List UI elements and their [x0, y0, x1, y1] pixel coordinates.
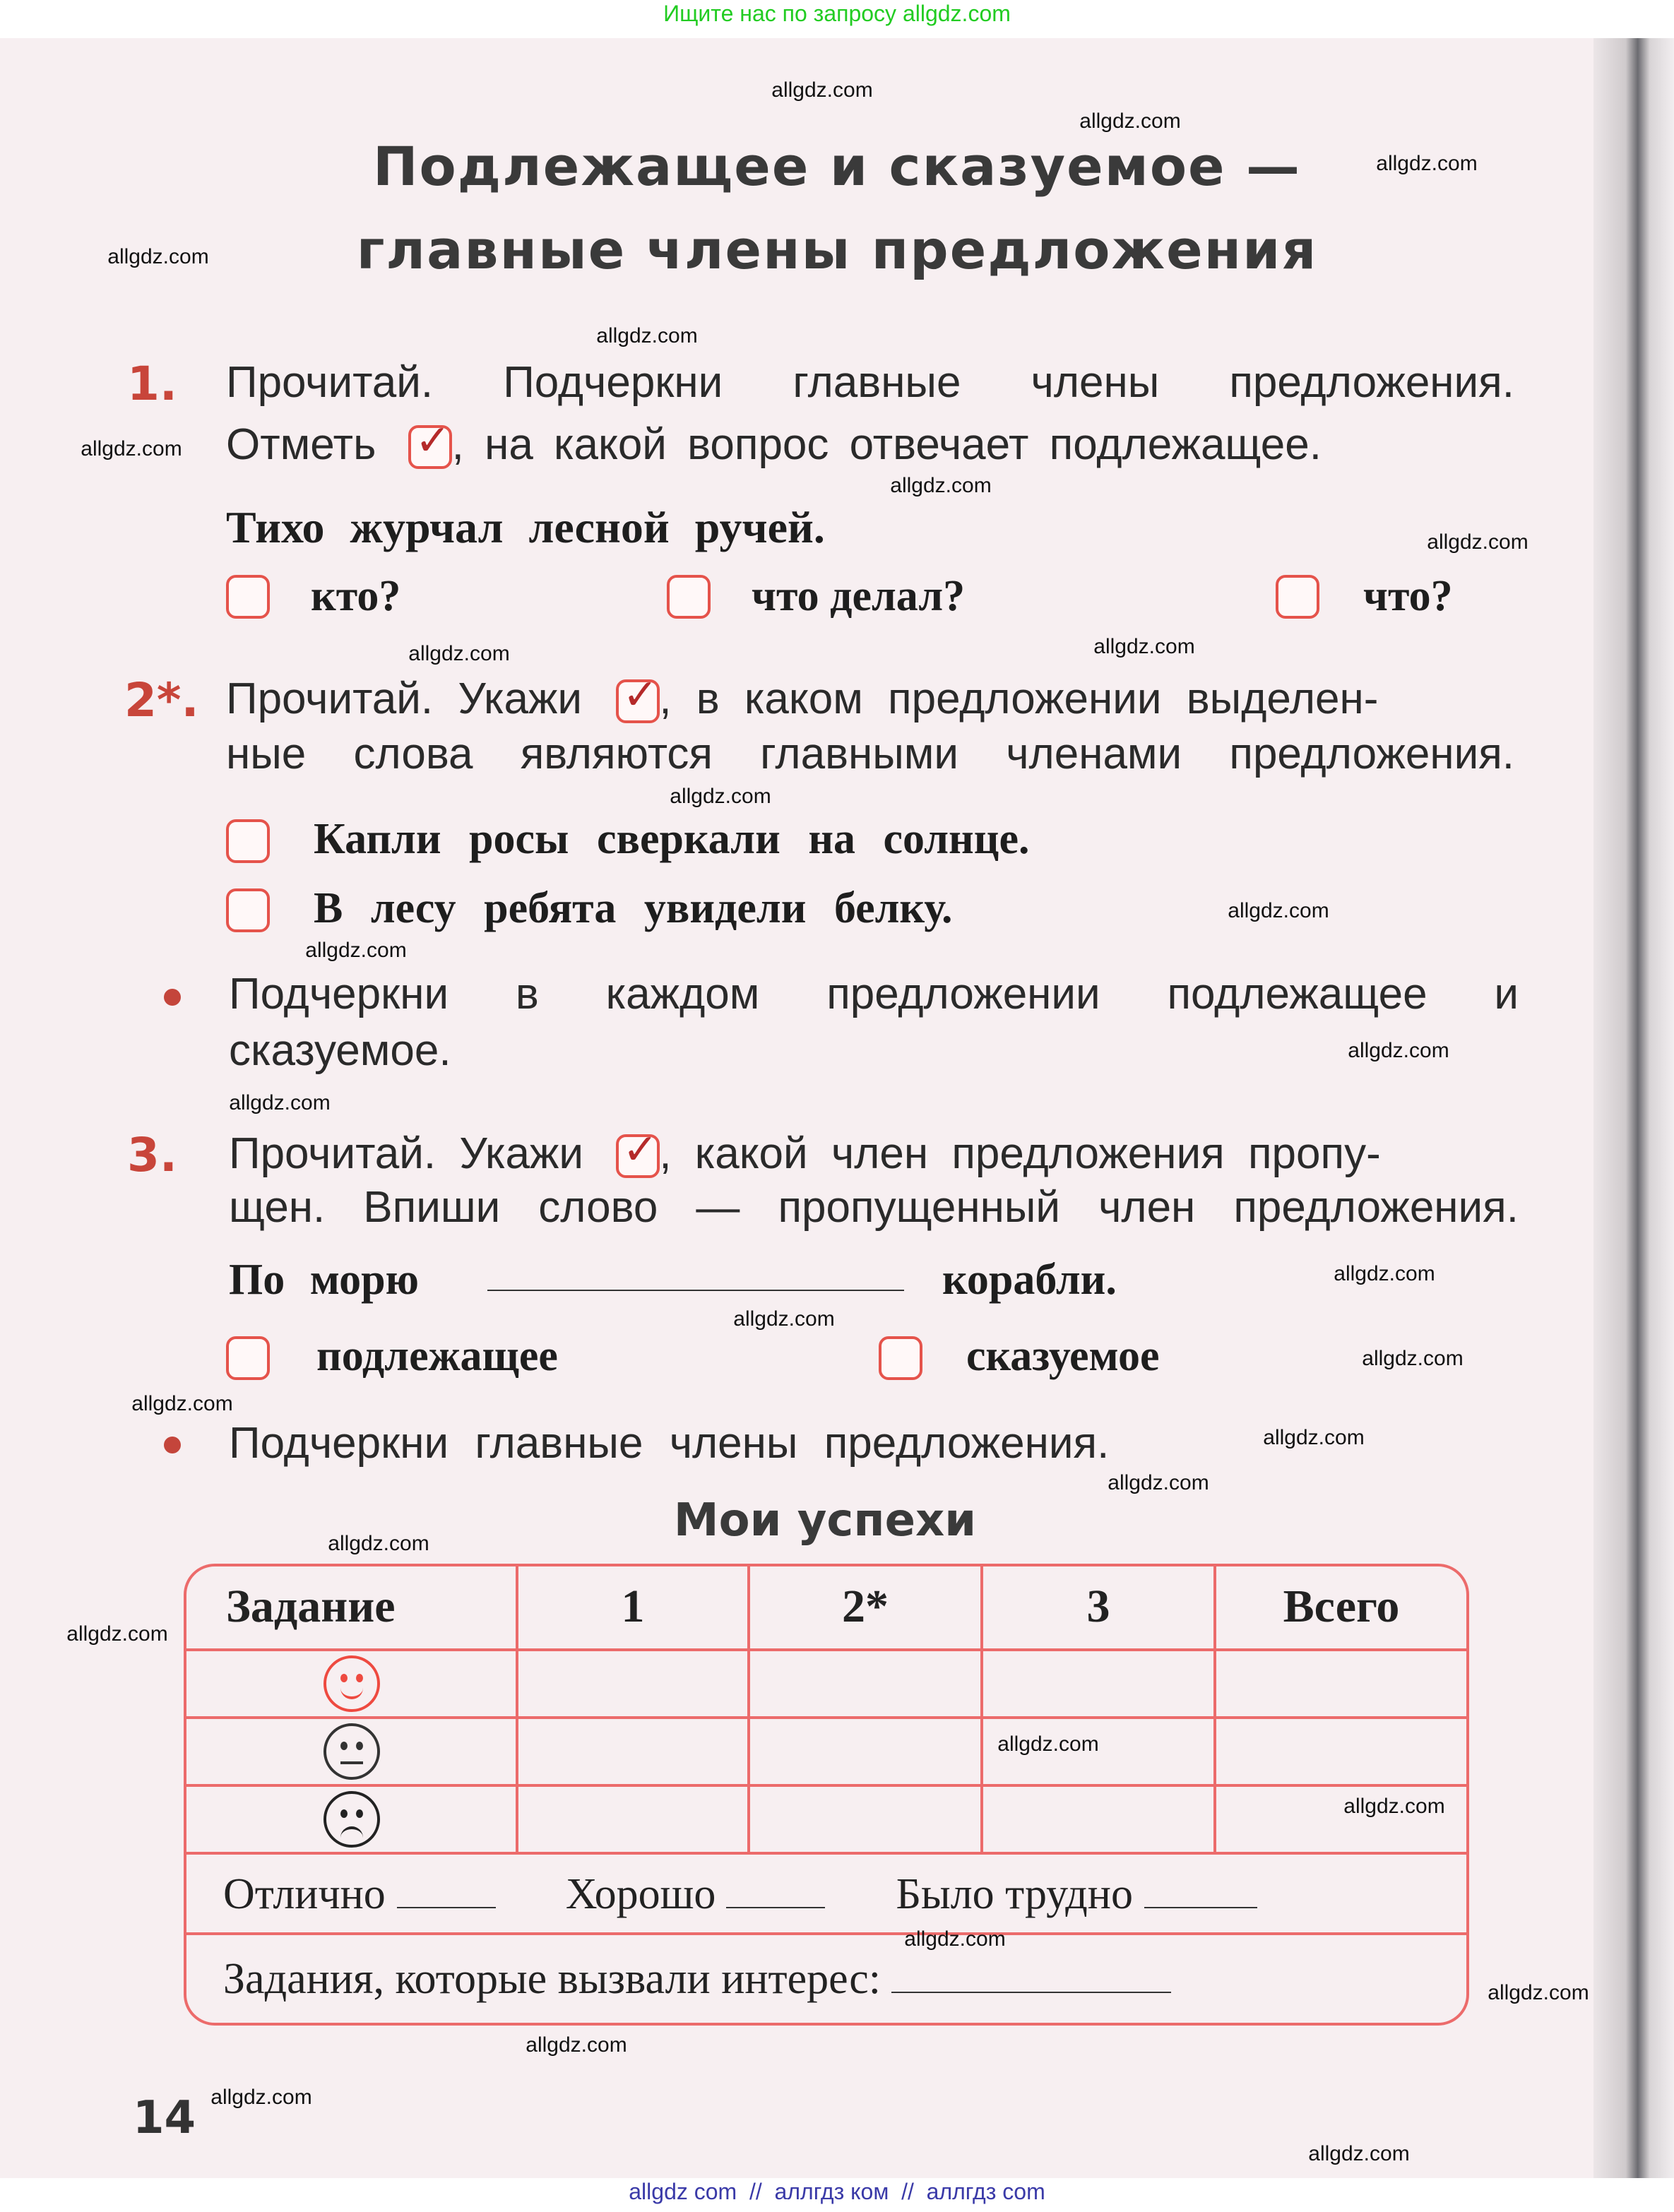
word: члены [1031, 357, 1160, 407]
rating-row [186, 1855, 1466, 1935]
cell[interactable] [983, 1787, 1216, 1855]
text: на солнце. [780, 814, 1030, 863]
smile-face-icon [323, 1655, 379, 1712]
watermark-text: allgdz.com [1376, 152, 1478, 176]
watermark-text: allgdz.com [733, 1307, 835, 1331]
text: , в каком предложении выделен- [659, 674, 1379, 723]
option-label-podlezhashchee: подлежащее [316, 1331, 558, 1380]
checkmark-sample-icon [615, 1135, 659, 1179]
watermark-text: allgdz.com [1108, 1471, 1209, 1495]
top-banner[interactable]: Ищите нас по запросу allgdz.com [663, 3, 1011, 27]
option-label-skazuemoe: сказуемое [966, 1331, 1160, 1380]
task2-number: 2*. [124, 672, 199, 727]
sentence-checkbox-2[interactable] [226, 888, 270, 932]
cell[interactable] [1216, 1651, 1466, 1719]
header-3: 3 [983, 1566, 1216, 1651]
task2-bullet-line2: сказуемое. [229, 1025, 451, 1075]
missing-word-input[interactable] [487, 1288, 904, 1291]
watermark-text: allgdz.com [670, 785, 771, 809]
watermark-text: allgdz.com [904, 1927, 1006, 1951]
cell[interactable] [750, 1787, 983, 1855]
watermark-text: allgdz.com [1348, 1039, 1449, 1063]
watermark-text: allgdz.com [1308, 2142, 1410, 2166]
checkmark-sample-icon [408, 426, 452, 470]
progress-title: Мои успехи [673, 1493, 977, 1547]
rating-hard: Было трудно [896, 1868, 1133, 1917]
watermark-text: allgdz.com [1427, 530, 1528, 554]
sentence-option-2 [314, 883, 953, 934]
watermark-text: allgdz.com [1093, 635, 1195, 659]
cell[interactable] [518, 1651, 750, 1719]
task2-bullet-line1: Подчеркни в каждом предложении подлежащее и [229, 969, 1519, 1018]
task1-instruction-line1 [226, 357, 1514, 408]
text: В лесу ребята [314, 883, 644, 932]
text: , на какой вопрос отвечает подлежащее. [451, 420, 1322, 469]
task2-instruction-line1 [226, 674, 1378, 725]
highlighted-word: сверкали [596, 814, 780, 863]
rating-good-input[interactable] [727, 1905, 826, 1908]
watermark-text: allgdz.com [229, 1091, 331, 1115]
task1-sentence: Тихо журчал лесной ручей. [226, 501, 825, 552]
task3-instruction-line2: щен. Впиши слово — пропущенный член предложения. [229, 1182, 1519, 1232]
interest-label: Задания, которые вызвали интерес: [223, 1954, 881, 2003]
header-1: 1 [518, 1566, 750, 1651]
task1-instruction-line2 [226, 420, 1322, 470]
watermark-text: allgdz.com [1334, 1262, 1435, 1286]
watermark-text: allgdz.com [1362, 1347, 1464, 1371]
watermark-text: allgdz.com [771, 78, 873, 102]
word: главные [793, 357, 961, 407]
cell[interactable] [518, 1719, 750, 1787]
interest-row [186, 1935, 1466, 2023]
option-checkbox-chto-delal[interactable] [667, 575, 711, 619]
bullet-icon [164, 1437, 181, 1453]
highlighted-word: увидели белку. [643, 883, 953, 932]
header-task: Задание [186, 1566, 518, 1651]
text: Капли росы [314, 814, 597, 863]
option-checkbox-skazuemoe[interactable] [879, 1336, 922, 1380]
watermark-text: allgdz.com [328, 1532, 429, 1556]
watermark-text: allgdz.com [107, 245, 209, 269]
watermark-text: allgdz.com [210, 2086, 312, 2110]
task3-bullet: Подчеркни главные члены предложения. [229, 1418, 1110, 1468]
task3-sentence-end: корабли. [942, 1254, 1117, 1304]
neutral-face-icon [323, 1723, 379, 1780]
watermark-text: allgdz.com [1079, 109, 1181, 133]
row-label-sad [186, 1787, 518, 1855]
cell[interactable] [750, 1719, 983, 1787]
header-total: Всего [1216, 1566, 1466, 1651]
watermark-text: allgdz.com [526, 2033, 627, 2057]
row-label-neutral [186, 1719, 518, 1787]
option-checkbox-podlezhashchee[interactable] [226, 1336, 270, 1380]
checkmark-sample-icon [615, 680, 659, 724]
rating-good: Хорошо [565, 1868, 716, 1917]
task3-number: 3. [127, 1127, 177, 1182]
watermark-text: allgdz.com [997, 1732, 1099, 1756]
option-checkbox-kto[interactable] [226, 575, 270, 619]
watermark-text: allgdz.com [1228, 899, 1329, 923]
task1-number: 1. [127, 356, 177, 411]
watermark-text: allgdz.com [890, 474, 992, 498]
watermark-text: allgdz.com [596, 324, 698, 348]
watermark-text: allgdz.com [1343, 1795, 1445, 1819]
word: предложения. [1229, 357, 1514, 407]
option-label-chto: что? [1363, 571, 1453, 620]
watermark-text: allgdz.com [1488, 1981, 1589, 2005]
page-title-line2: главные члены предложения [356, 219, 1318, 281]
task2-instruction-line2: ные слова являются главными членами предложения. [226, 729, 1514, 778]
option-label-chto-delal: что делал? [752, 571, 966, 620]
watermark-text: allgdz.com [305, 939, 407, 963]
word: Подчеркни [503, 357, 723, 407]
bullet-icon [164, 989, 181, 1006]
page-title-line1: Подлежащее и сказуемое — [372, 136, 1302, 198]
rating-excellent-input[interactable] [396, 1905, 495, 1908]
text: Отметь [226, 420, 376, 469]
watermark-text: allgdz.com [1263, 1426, 1365, 1450]
watermark-text: allgdz.com [408, 642, 510, 666]
sentence-checkbox-1[interactable] [226, 819, 270, 863]
cell[interactable] [518, 1787, 750, 1855]
page-spine-shadow [1593, 38, 1674, 2178]
watermark-text: allgdz.com [66, 1622, 168, 1646]
header-2star: 2* [750, 1566, 983, 1651]
option-checkbox-chto[interactable] [1276, 575, 1319, 619]
cell[interactable] [1216, 1719, 1466, 1787]
row-label-smile [186, 1651, 518, 1719]
sentence-option-1 [314, 814, 1030, 864]
footer-links[interactable]: allgdz com // аллгдз ком // аллгдз com [629, 2181, 1045, 2205]
text: , какой член предложения пропу- [659, 1129, 1381, 1178]
page-number: 14 [133, 2091, 196, 2144]
sad-face-icon [323, 1791, 379, 1848]
rating-hard-input[interactable] [1144, 1905, 1257, 1908]
cell[interactable] [983, 1651, 1216, 1719]
watermark-text: allgdz.com [131, 1392, 233, 1416]
word: Прочитай. [226, 357, 434, 407]
text: Прочитай. Укажи [229, 1129, 584, 1178]
rating-excellent: Отлично [223, 1868, 386, 1917]
progress-table [184, 1564, 1469, 2026]
option-label-kto: кто? [311, 571, 401, 620]
watermark-text: allgdz.com [81, 437, 182, 461]
task3-instruction-line1 [229, 1129, 1381, 1179]
cell[interactable] [750, 1651, 983, 1719]
task3-sentence-start: По морю [229, 1254, 419, 1304]
interest-input[interactable] [891, 1990, 1171, 1993]
text: Прочитай. Укажи [226, 674, 583, 723]
